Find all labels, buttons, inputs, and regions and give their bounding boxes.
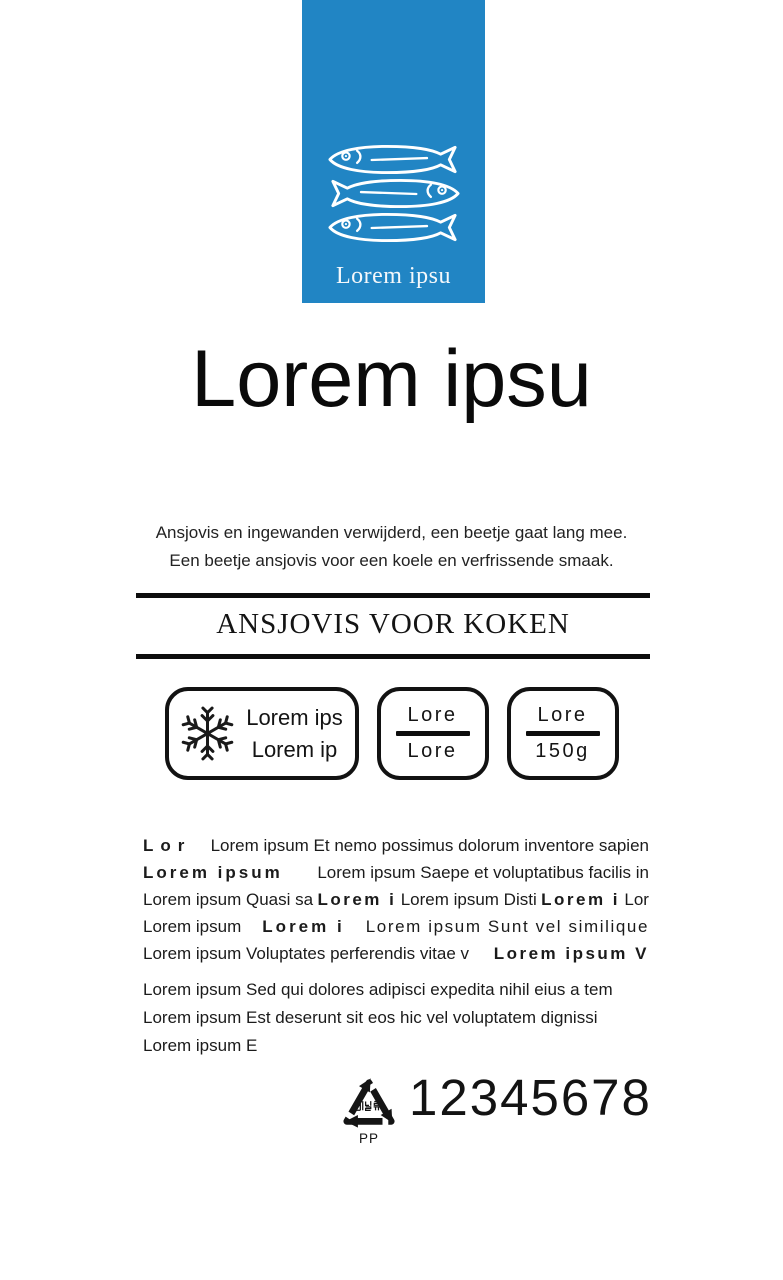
- body-line: Lorem ipsum E: [143, 1036, 258, 1055]
- body-line: Lorem ipsum Est deserunt sit eos hic vel voluptatem dignissi: [143, 1008, 598, 1027]
- badge-frozen-line1: Lorem ips: [246, 704, 343, 730]
- snowflake-icon: [180, 706, 235, 761]
- section-header: [136, 593, 650, 659]
- product-description: [0, 519, 783, 574]
- body-line: Lorem ipsum Voluptates perferendis vitae v Lorem ipsum V: [143, 944, 649, 963]
- badge-frozen-line2: Lorem ip: [251, 736, 338, 762]
- page-title: Lorem ipsu: [191, 334, 592, 424]
- body-paragraph-2: [143, 980, 649, 1064]
- brand-banner: [302, 0, 485, 303]
- badge-divider: [396, 731, 470, 736]
- badge-weight-value: 150g: [535, 739, 590, 762]
- fish-icon: [325, 177, 463, 210]
- section-header-title: ANSJOVIS VOOR KOKEN: [216, 608, 570, 640]
- badge-weight: [507, 687, 619, 780]
- body-text: [143, 836, 649, 1064]
- badge-info-top: Lore: [407, 704, 458, 727]
- badge-info-bottom: Lore: [407, 739, 458, 762]
- badge-frozen-text: [246, 702, 343, 766]
- body-line: Lor Lorem ipsum Et nemo possimus dolorum inventore sapien: [143, 836, 649, 855]
- description-line-2: Een beetje ansjovis voor een koele en verfrissende smaak.: [169, 550, 614, 570]
- fish-illustration: [325, 143, 463, 244]
- fish-icon: [325, 143, 463, 176]
- badge-weight-top: Lore: [537, 704, 588, 727]
- body-line: Lorem ipsum Lorem ipsum Saepe et voluptatibus facilis in: [143, 863, 649, 882]
- badge-divider: [526, 731, 600, 736]
- recycle-icon: [340, 1076, 398, 1130]
- recycle-material-label: PP: [358, 1131, 379, 1146]
- body-line: Lorem ipsum Quasi sa Lorem i Lorem ipsum Disti Lorem i Lor: [143, 890, 649, 909]
- fish-icon: [325, 211, 463, 244]
- badge-frozen: [165, 687, 359, 780]
- body-line: Lorem ipsum Lorem i Lorem ipsum Sunt vel similique: [143, 917, 649, 936]
- recycle-mark: [338, 1076, 400, 1146]
- body-paragraph-1: [143, 836, 649, 971]
- badge-row: [0, 687, 783, 780]
- description-line-1: Ansjovis en ingewanden verwijderd, een beetje gaat lang mee.: [155, 523, 628, 542]
- product-code: 12345678: [409, 1069, 652, 1126]
- badge-info: [377, 687, 489, 780]
- body-line: Lorem ipsum Sed qui dolores adipisci expedita nihil eius a tem: [143, 980, 613, 999]
- banner-brand-label: Lorem ipsu: [336, 263, 451, 289]
